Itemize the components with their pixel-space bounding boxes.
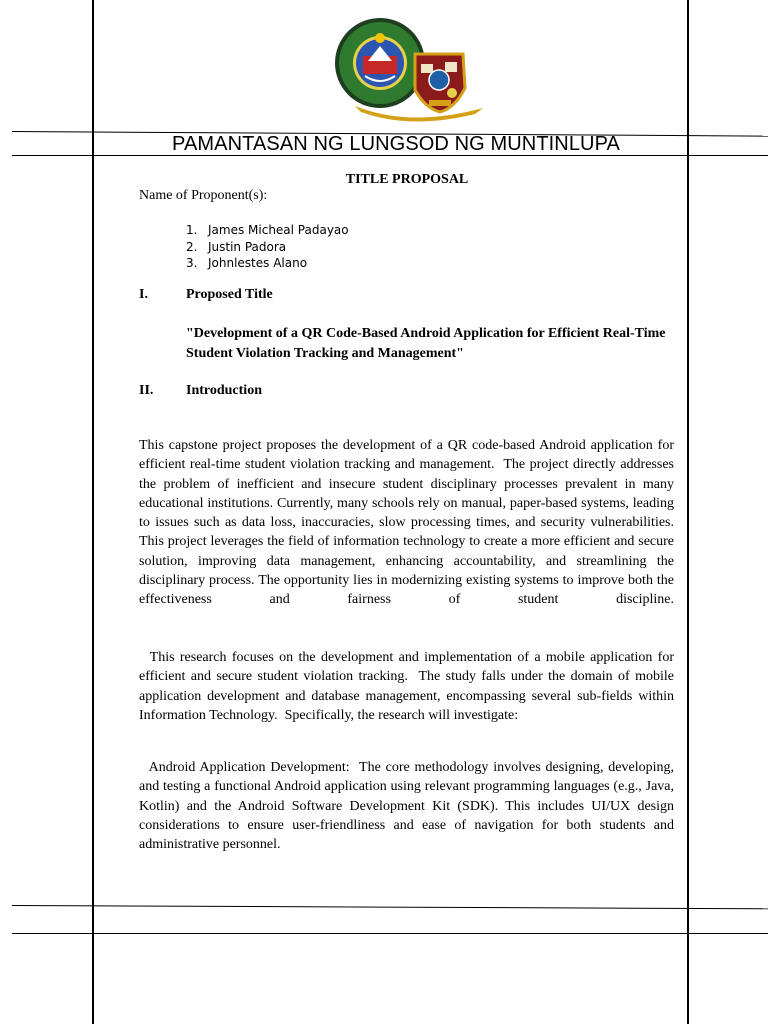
proponent-number: 2.	[186, 239, 198, 254]
header-logos	[335, 16, 485, 128]
right-margin-line	[687, 0, 689, 1024]
proponent-number: 3.	[186, 256, 198, 270]
proponent-name: Johnlestes Alano	[208, 256, 308, 270]
college-shield-icon	[415, 54, 465, 112]
proponents-list	[186, 222, 349, 272]
intro-paragraph-2: This research focuses on the development and implementation of a mobile application for efficient and secure student violation tracking. The study falls under the domain of mobile application development and database management, encompassing several sub-fields within Information Technology. Specifically, the research will investigate:	[139, 650, 678, 723]
document-title: TITLE PROPOSAL	[345, 172, 469, 187]
proponents-label: Name of Proponent(s):	[139, 188, 268, 203]
section-heading-text: Introduction	[186, 383, 262, 398]
footer-rule-bottom	[12, 933, 768, 934]
intro-paragraph-3: Android Application Development: The core methodology involves designing, developing, and testing a functional Android application using relevant programming languages (e.g., Java, Kotlin) and the Android Software Development Kit (SDK). This includes UI/UX design considerations to ensure user-friendliness and ease of navigation for both students and administrative personnel.	[139, 760, 678, 853]
section-numeral: II.	[139, 383, 154, 398]
section-numeral: I.	[139, 287, 148, 302]
intro-paragraph-1: This capstone project proposes the development of a QR code-based Android application for efficient real-time student violation tracking and management. The project directly addresses the problem of inefficient and insecure student disciplinary processes prevalent in many educational institutions. Currently, many schools rely on manual, paper-based systems, leading to issues such as data loss, inaccuracies, slow processing times, and security vulnerabilities. This project leverages the field of information technology to create a more efficient and secure solution, improving data management, enhancing accountability, and streamlining the disciplinary process. The opportunity lies in modernizing existing systems to improve both the effectiveness and fairness of student discipline.	[139, 438, 681, 608]
proponent-name: Justin Padora	[208, 239, 287, 254]
proponent-item	[186, 239, 349, 256]
proponent-item	[186, 255, 349, 272]
proponent-number: 1.	[186, 223, 198, 237]
logo-ribbon	[355, 106, 483, 122]
section-heading-introduction	[139, 383, 262, 399]
proponent-name: James Micheal Padayao	[208, 223, 349, 237]
proposed-title-text: "Development of a QR Code-Based Android Application for Efficient Real-Time Student Violation Tracking and Management"	[186, 326, 666, 361]
university-seal-icon	[335, 18, 425, 108]
proponent-item	[186, 222, 349, 239]
section-heading-proposed-title	[139, 287, 273, 303]
section-heading-text: Proposed Title	[186, 287, 273, 302]
left-margin-line	[92, 0, 94, 1024]
footer-rule-top	[12, 905, 768, 909]
university-name: PAMANTASAN NG LUNGSOD NG MUNTINLUPA	[172, 133, 620, 155]
